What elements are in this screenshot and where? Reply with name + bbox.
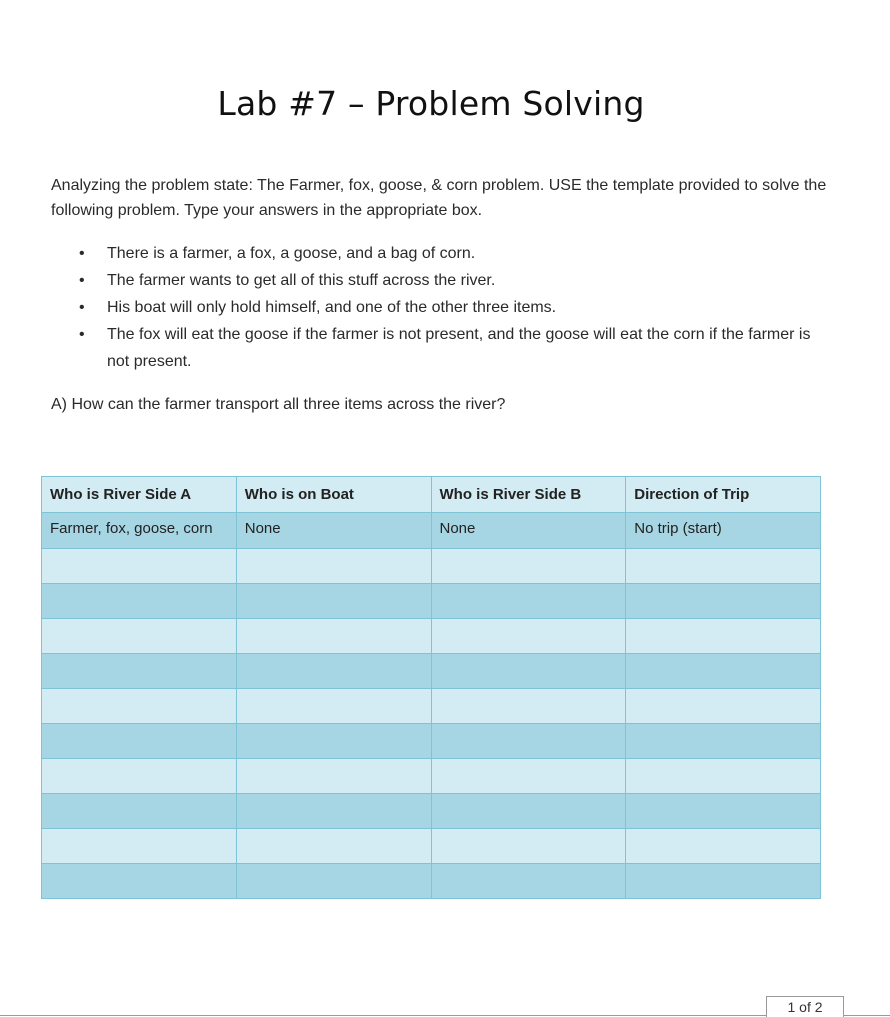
table-cell[interactable] bbox=[431, 619, 626, 654]
table-cell[interactable] bbox=[42, 724, 237, 759]
table-row bbox=[42, 794, 821, 829]
header-direction: Direction of Trip bbox=[626, 477, 821, 513]
table-cell[interactable]: No trip (start) bbox=[626, 513, 821, 549]
table-cell[interactable] bbox=[236, 864, 431, 899]
bullet-icon: • bbox=[79, 326, 85, 343]
table-cell[interactable] bbox=[236, 654, 431, 689]
bullet-text: His boat will only hold himself, and one of the other three items. bbox=[107, 299, 557, 316]
table-cell[interactable] bbox=[626, 864, 821, 899]
table-cell[interactable] bbox=[236, 584, 431, 619]
table-cell[interactable] bbox=[431, 549, 626, 584]
header-river-side-a: Who is River Side A bbox=[42, 477, 237, 513]
bullet-icon: • bbox=[79, 272, 85, 289]
table-cell[interactable] bbox=[431, 724, 626, 759]
table-header-row bbox=[42, 477, 821, 513]
table-cell[interactable] bbox=[626, 549, 821, 584]
intro-paragraph: Analyzing the problem state: The Farmer, fox, goose, & corn problem. USE the template provided to solve the following problem. Type your answers in the appropriate box. bbox=[51, 177, 827, 219]
table-row bbox=[42, 654, 821, 689]
list-item bbox=[51, 294, 821, 321]
table-cell[interactable] bbox=[236, 549, 431, 584]
table-row bbox=[42, 549, 821, 584]
table-cell[interactable] bbox=[236, 724, 431, 759]
table-cell[interactable] bbox=[42, 689, 237, 724]
table-cell[interactable] bbox=[431, 864, 626, 899]
table-cell[interactable] bbox=[42, 619, 237, 654]
table-cell[interactable] bbox=[42, 654, 237, 689]
table-row bbox=[42, 689, 821, 724]
table-cell[interactable] bbox=[431, 759, 626, 794]
table-cell[interactable] bbox=[236, 689, 431, 724]
table-cell[interactable] bbox=[626, 689, 821, 724]
table-row bbox=[42, 724, 821, 759]
table-cell[interactable] bbox=[626, 724, 821, 759]
answer-table bbox=[41, 476, 821, 899]
table-cell[interactable] bbox=[431, 829, 626, 864]
table-cell[interactable] bbox=[42, 829, 237, 864]
table-row bbox=[42, 864, 821, 899]
table-cell[interactable] bbox=[431, 654, 626, 689]
header-river-side-b: Who is River Side B bbox=[431, 477, 626, 513]
table-row bbox=[42, 619, 821, 654]
table-cell[interactable] bbox=[42, 549, 237, 584]
table-cell[interactable] bbox=[626, 654, 821, 689]
bullet-text: The farmer wants to get all of this stuff across the river. bbox=[107, 272, 496, 289]
list-item bbox=[51, 321, 821, 375]
table-cell[interactable] bbox=[236, 794, 431, 829]
table-cell[interactable] bbox=[431, 689, 626, 724]
table-cell[interactable] bbox=[42, 584, 237, 619]
list-item bbox=[51, 267, 821, 294]
table-cell[interactable] bbox=[626, 829, 821, 864]
table-cell[interactable] bbox=[236, 759, 431, 794]
page-title: Lab #7 – Problem Solving bbox=[217, 84, 645, 123]
table-cell[interactable] bbox=[626, 759, 821, 794]
bullet-icon: • bbox=[79, 245, 85, 262]
table-row bbox=[42, 829, 821, 864]
table-cell[interactable] bbox=[42, 864, 237, 899]
table-cell[interactable]: None bbox=[236, 513, 431, 549]
bullet-text: The fox will eat the goose if the farmer is not present, and the goose will eat the corn if the farmer is not present. bbox=[107, 326, 811, 370]
table-cell[interactable] bbox=[626, 794, 821, 829]
table-row bbox=[42, 513, 821, 549]
table-cell[interactable]: None bbox=[431, 513, 626, 549]
table-cell[interactable] bbox=[42, 759, 237, 794]
table-cell[interactable]: Farmer, fox, goose, corn bbox=[42, 513, 237, 549]
header-on-boat: Who is on Boat bbox=[236, 477, 431, 513]
table-cell[interactable] bbox=[42, 794, 237, 829]
table-cell[interactable] bbox=[626, 584, 821, 619]
table-cell[interactable] bbox=[431, 584, 626, 619]
table-cell[interactable] bbox=[236, 829, 431, 864]
table-row bbox=[42, 584, 821, 619]
table-row bbox=[42, 759, 821, 794]
page-bottom-divider bbox=[0, 1015, 890, 1016]
page-indicator[interactable]: 1 of 2 bbox=[766, 996, 844, 1017]
bullet-list bbox=[51, 240, 821, 375]
table-cell[interactable] bbox=[236, 619, 431, 654]
table-cell[interactable] bbox=[431, 794, 626, 829]
bullet-text: There is a farmer, a fox, a goose, and a bag of corn. bbox=[107, 245, 476, 262]
question-text: A) How can the farmer transport all three items across the river? bbox=[51, 396, 506, 413]
bullet-icon: • bbox=[79, 299, 85, 316]
table-cell[interactable] bbox=[626, 619, 821, 654]
list-item bbox=[51, 240, 821, 267]
